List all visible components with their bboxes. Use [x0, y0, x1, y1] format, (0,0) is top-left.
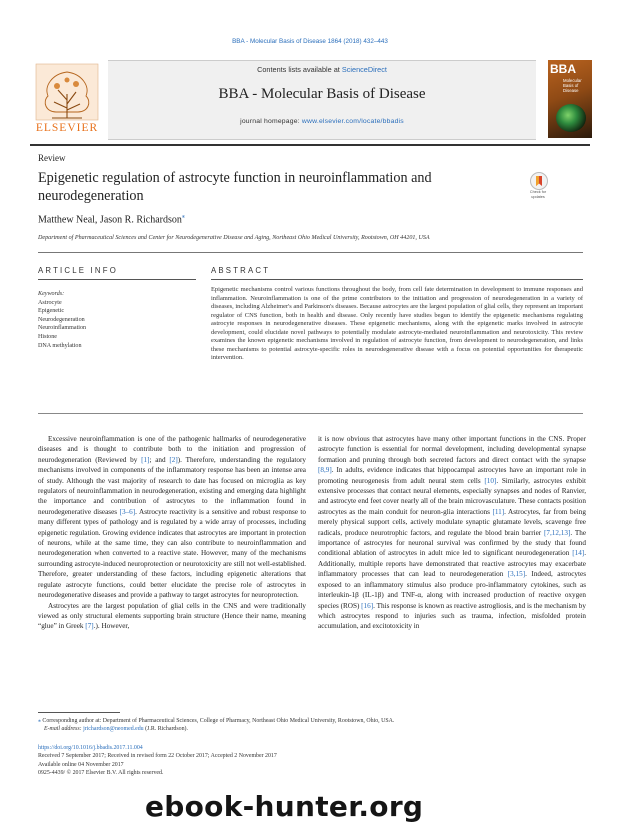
body-text: . Astrocyte reactivity is a sensitive and robust response to many different types of pathology and is regulated by a wide array of processes, including epigenetic regulation. Growing evidence indicates that astrocytes are important in protection of neurons, while at the same time, they can also contribute to neuroinflammation and neurodegeneration when converted to a reactive state. However, many of the mechanisms surrounding astrocyte-induced neuroprotection or neurotoxicity are still not well-established. Therefore, greater understanding of these factors, including epigenetic alterations that regulate astrocyte functions, could better elucidate the precise role of astrocytes in neurodegenerative diseases and provide a pathway to target astrocytes for neuroprotection.: [38, 507, 306, 600]
journal-masthead: [30, 60, 590, 140]
keywords-block: [38, 290, 188, 350]
body-text: . The importance of astrocytes for neuronal survival was confirmed by the study that found conditional ablation of astrocytes in adult mice led to significant neurodegeneration: [318, 528, 587, 558]
body-text: . Astrocytes, far from being merely physical support cells, actively modulate synaptic glutamate levels, scavenge free radicals, produce neurotrophic factors, and regulate the blood brain barrier: [318, 507, 586, 537]
keyword-item: Astrocyte: [38, 299, 62, 306]
check-for-updates-icon: [530, 172, 548, 190]
footnote-mark: ⁎: [38, 718, 41, 724]
cover-image: [556, 104, 586, 132]
body-column-left: [38, 434, 306, 632]
email-label: E-mail address:: [44, 726, 84, 733]
journal-name: BBA - Molecular Basis of Disease: [218, 86, 426, 102]
keyword-item: Neuroinflammation: [38, 325, 87, 332]
journal-cover-thumbnail[interactable]: [548, 60, 592, 138]
keyword-item: Histone: [38, 333, 57, 340]
cover-subtitle: [563, 78, 591, 93]
keywords-label: Keywords:: [38, 291, 65, 297]
citation-link[interactable]: [2]: [169, 455, 178, 464]
header-divider: [38, 252, 583, 253]
body-text: it is now obvious that astrocytes have many other important functions in the CNS. Proper astrocyte function is essential for normal development, including developmental synapse formation and pruning through both secreted factors and direct contact with the synapse: [318, 435, 586, 464]
footnote-rule: [38, 712, 120, 713]
received-dates: Received 7 September 2017; Received in revised form 22 October 2017; Accepted 2 November 2017: [38, 753, 277, 760]
body-text: .). However,: [93, 622, 130, 631]
cover-subtitle-line: Molecular: [563, 78, 582, 83]
cover-title: BBA: [550, 62, 576, 76]
body-text: . This response is known as reactive astrogliosis, and is the mechanism by which astrocytes respond to injuries such as trauma, infection, misfolded protein accumulation, and excitotoxicity in: [318, 601, 586, 631]
elsevier-logo[interactable]: [30, 60, 104, 138]
body-paragraph: [318, 434, 586, 632]
masthead-center: [108, 60, 536, 140]
citation-link[interactable]: [16]: [361, 601, 374, 610]
citation-link[interactable]: [10]: [484, 476, 497, 485]
corresponding-author-mark[interactable]: ⁎: [181, 214, 185, 220]
check-for-updates-badge[interactable]: [524, 172, 552, 202]
abstract-text: Epigenetic mechanisms control various functions throughout the body, from cell fate determination in development to immune responses and inflammation. Neuroinflammation is one of the prime contributors to the initiation and progression of neurodegeneration in a variety of diseases, including Alzheimer's and Parkinson's diseases. Because astrocytes are the largest population of glial cells, they represent an important regulator of CNS function, both in health and disease. Only recently have studies begun to identify the epigenetic mechanisms regulating astrocyte responses in neurodegenerative diseases. These epigenetic mechanisms, along with the epigenetic marks involved in astrocyte development, could elucidate novel pathways to potentially modulate astrocyte-mediated neuroinflammation and neurotoxicity. This review examines the known epigenetic mechanisms involved in regulation of astrocyte function, from development to neurodegeneration, and links these mechanisms to potential astrocyte-specific roles in neurodegenerative disease with a focus on potential opportunities for therapeutic intervention.: [211, 286, 583, 362]
citation-link[interactable]: [1]: [141, 455, 150, 464]
citation-link[interactable]: [7]: [85, 622, 94, 631]
bookmark-icon: [531, 173, 547, 189]
check-for-updates-label: Check for updates: [529, 190, 547, 199]
watermark: ebook-hunter.org: [145, 790, 424, 823]
sciencedirect-link[interactable]: ScienceDirect: [341, 65, 387, 74]
available-online: Available online 04 November 2017: [38, 761, 124, 768]
keyword-item: Neurodegeneration: [38, 316, 85, 323]
cover-subtitle-line: Disease: [563, 88, 579, 93]
body-column-right: [318, 434, 586, 632]
keyword-item: Epigenetic: [38, 308, 65, 315]
body-text: . Similarly, astrocytes exhibit extensive processes that contact neural elements, especially synapses and nodes of Ranvier, and astrocyte end feet cover nearly all of the brain microvasculature. These contacts position astrocytes as the main conduit for neuron-glia interactions: [318, 476, 586, 516]
abstract-heading: ABSTRACT: [211, 266, 271, 275]
body-text: Excessive neuroinflammation is one of the pathogenic hallmarks of neurodegenerative diseases and is thought to contribute both to the initiation and progression of neurodegeneration (Reviewed by: [38, 435, 306, 464]
citation-link[interactable]: [3,15]: [507, 570, 526, 579]
homepage-link[interactable]: www.elsevier.com/locate/bbadis: [301, 118, 404, 125]
corresponding-author-text: Corresponding author at: Department of Pharmaceutical Sciences, College of Pharmacy, Northeast Ohio Medical University, Rootstown, Ohio, USA.: [40, 718, 395, 724]
corresponding-author-note: [38, 717, 583, 725]
citation-link[interactable]: [3–6]: [119, 507, 136, 516]
citation-link[interactable]: [11]: [492, 507, 505, 516]
body-text: ; and: [149, 455, 170, 464]
homepage-prefix: journal homepage:: [240, 118, 302, 125]
article-info-rule: [38, 279, 196, 280]
body-paragraph: [38, 434, 306, 601]
copyright: 0925-4439/ © 2017 Elsevier B.V. All rights reserved.: [38, 769, 164, 776]
abstract-bottom-rule: [38, 413, 583, 414]
publication-info: [38, 744, 438, 777]
keyword-item: DNA methylation: [38, 342, 82, 349]
author-list: [38, 213, 185, 225]
citation-link[interactable]: [7,12,13]: [544, 528, 571, 537]
body-paragraph: [38, 601, 306, 632]
abstract-rule: [211, 279, 583, 280]
email-link[interactable]: jrichardson@neomed.edu: [83, 726, 144, 733]
email-suffix: (J.R. Richardson).: [143, 726, 188, 733]
body-text: . Indeed, astrocytes exposed to an inflammatory stimulus also produce pro-inflammatory cytokines, such as interleukin-1β (IL-1β) and TNF-α, along with increased production of reactive oxygen species (ROS): [318, 570, 586, 610]
affiliation: Department of Pharmaceutical Sciences and Center for Neurodegenerative Disease and Aging, Northeast Ohio Medical University, Rootstown, OH 44201, USA: [38, 235, 430, 241]
cover-subtitle-line: Basis of: [563, 83, 579, 88]
contents-prefix: Contents lists available at: [257, 65, 342, 74]
article-type: Review: [38, 153, 66, 163]
article-info-heading: ARTICLE INFO: [38, 266, 118, 275]
author-names: Matthew Neal, Jason R. Richardson: [38, 214, 182, 226]
journal-homepage: [108, 118, 536, 125]
footnote: [38, 717, 583, 734]
contents-line: [108, 65, 536, 74]
citation-link[interactable]: [8,9]: [318, 466, 332, 475]
email-line: [38, 725, 583, 733]
masthead-divider: [30, 144, 590, 146]
doi-link[interactable]: https://doi.org/10.1016/j.bbadis.2017.11.004: [38, 745, 143, 751]
running-head[interactable]: BBA - Molecular Basis of Disease 1864 (2018) 432–443: [232, 38, 388, 45]
body-text: . Additionally, multiple reports have demonstrated that reactive astrocytes may exacerbate inflammatory processes that can lead to neurodegeneration: [318, 549, 586, 579]
body-text: ). Therefore, understanding the regulatory mechanisms involved in components of the inflammatory response has been an intense area of study. Although the vast majority of research to date has focused on microglia as key regulators of neuroinflammation in neurodegeneration, existing and emerging data highlight the importance and contribution of astrocytes to the inflammation found in neurodegenerative diseases: [38, 455, 306, 516]
body-text: . In adults, evidence indicates that hippocampal astrocytes have an important role in promoting neurogenesis from adult neural stem cells: [318, 466, 586, 485]
body-text: Astrocytes are the largest population of glial cells in the CNS and were traditionally viewed as only structural elements supporting brain structure (Hence their name, meaning “glue” in Greek: [38, 601, 306, 631]
article-title: Epigenetic regulation of astrocyte function in neuroinflammation and neurodegeneration: [38, 170, 432, 204]
elsevier-wordmark: ELSEVIER: [35, 122, 99, 134]
citation-link[interactable]: [14]: [572, 549, 585, 558]
